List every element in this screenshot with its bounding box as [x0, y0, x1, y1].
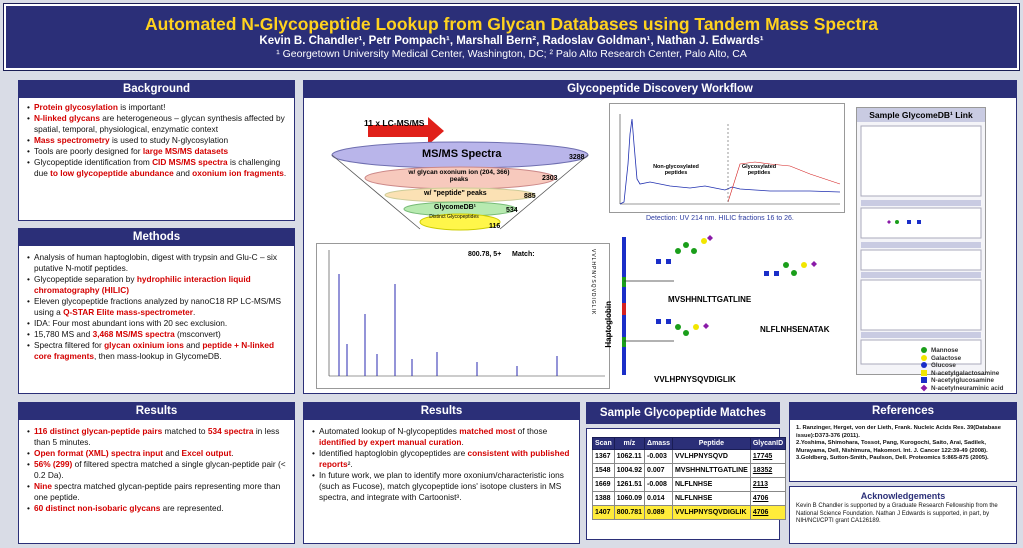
- funnel-label-2: w/ glycan oxonium ion (204, 366) peaks: [408, 169, 510, 183]
- background-text: and: [173, 168, 193, 178]
- matches-cell: 1367: [593, 450, 615, 464]
- glycan-legend: [921, 347, 1017, 393]
- references-panel: [789, 402, 1017, 482]
- matches-cell: 0.014: [645, 492, 673, 506]
- background-text: CID MS/MS spectra: [152, 157, 228, 167]
- spectrum-figure: [316, 243, 610, 389]
- chrom-label-right: Glycosylated peptides: [741, 164, 777, 176]
- results1-item: [27, 459, 288, 481]
- matches-cell: 1669: [593, 478, 615, 492]
- background-item: [27, 102, 288, 113]
- legend-entry: [921, 347, 958, 354]
- legend-diamond-icon: [921, 384, 928, 391]
- matches-cell[interactable]: 4706: [750, 506, 785, 520]
- methods-item: [27, 296, 288, 318]
- funnel-count-3: 885: [524, 193, 536, 200]
- results2-item: [312, 448, 573, 470]
- legend-circle-icon: [921, 362, 927, 368]
- poster-affiliations: ¹ Georgetown University Medical Center, Washington, DC; ² Palo Alto Research Center, Palo Alto, CA: [276, 48, 747, 60]
- table-row: [593, 478, 786, 492]
- results2-text: Automated lookup of N-glycopeptides: [319, 426, 460, 436]
- results1-text: 116 distinct glycan-peptide pairs: [34, 426, 163, 436]
- methods-title: Methods: [19, 229, 294, 246]
- matches-cell: 1062.11: [614, 450, 644, 464]
- peptide-label-3: VVLHPNYSQVDIGLIK: [654, 375, 736, 384]
- matches-cell: VVLHPNYSQVDIGLIK: [672, 506, 750, 520]
- funnel-count-1: 3288: [569, 154, 585, 161]
- matches-header-cell: Peptide: [672, 438, 750, 450]
- results2-text: Identified haptoglobin glycopeptides are: [319, 448, 468, 458]
- legend-entry: [921, 355, 961, 362]
- matches-cell: 0.089: [645, 506, 673, 520]
- results1-text: and: [163, 448, 182, 458]
- methods-text: (msconvert): [174, 329, 221, 339]
- results2-text: ².: [347, 459, 353, 469]
- results2-text: .: [461, 437, 464, 447]
- methods-text: Eleven glycopeptide fractions analyzed by nanoC18 RP LC-MS/MS using a: [34, 296, 282, 317]
- results1-item: [27, 503, 288, 514]
- legend-label: Mannose: [931, 347, 959, 354]
- ack-text: Kevin B Chandler is supported by a Graduate Research Fellowship from the National Science Foundation. Nathan J Edwards is supported, in part, by NIH/NCI/CPTI grant CA126189.: [796, 503, 998, 524]
- methods-text: .: [192, 307, 196, 317]
- funnel-count-4: 534: [506, 207, 518, 214]
- legend-circle-icon: [921, 347, 927, 353]
- matches-header-cell: Δmass: [645, 438, 673, 450]
- matches-cell: NLFLNHSE: [672, 478, 750, 492]
- legend-circle-icon: [921, 355, 927, 361]
- results-list-1: [19, 420, 294, 514]
- background-text: Protein glycosylation: [34, 102, 118, 112]
- legend-entry: [921, 385, 1003, 392]
- matches-cell: MVSHHNLTTGATLINE: [672, 464, 750, 478]
- background-text: is used to study N-glycosylation: [109, 135, 229, 145]
- results1-text: 56% (299): [34, 459, 73, 469]
- reference-item: 1. Ranzinger, Herget, von der Lieth, Frank. Nucleic Acids Res. 39(Database issue):D373-376 (2011).: [796, 425, 1001, 439]
- background-text: Tools are poorly designed for: [34, 146, 143, 156]
- matches-cell: 800.781: [614, 506, 644, 520]
- matches-cell[interactable]: 2113: [750, 478, 785, 492]
- glycomedb-screenshot: [857, 122, 985, 372]
- background-item: [27, 157, 288, 179]
- table-row: [593, 464, 786, 478]
- matches-header-cell: Scan: [593, 438, 615, 450]
- legend-entry: [921, 370, 999, 377]
- funnel-label-1: MS/MS Spectra: [422, 148, 502, 160]
- methods-panel: [18, 228, 295, 394]
- results1-item: [27, 448, 288, 459]
- background-list: [19, 98, 294, 179]
- background-panel: [18, 80, 295, 221]
- glycan-cluster-1: [656, 235, 713, 264]
- matches-cell: 1407: [593, 506, 615, 520]
- results2-item: [312, 426, 573, 448]
- matches-cell[interactable]: 18352: [750, 464, 785, 478]
- background-text: large MS/MS datasets: [142, 146, 229, 156]
- spectrum-sequence: VVLHPNYSQVDIGLIK: [590, 249, 596, 316]
- methods-text: glycan oxinium ions: [104, 340, 184, 350]
- results-title-1: Results: [19, 403, 294, 420]
- background-text: N-linked glycans: [34, 113, 100, 123]
- glycan-cluster-3: [764, 261, 817, 276]
- background-text: to low glycopeptide abundance: [50, 168, 174, 178]
- haptoglobin-label: Haptoglobin: [604, 301, 613, 348]
- chrom-label-left: Non-glycosylated peptides: [653, 164, 699, 176]
- legend-label: Glucose: [931, 362, 956, 369]
- matches-cell: -0.008: [645, 478, 673, 492]
- results1-item: [27, 426, 288, 448]
- background-item: [27, 146, 288, 157]
- legend-label: N-acetylneuraminic acid: [931, 384, 1004, 392]
- legend-square-icon: [921, 370, 927, 376]
- matches-panel: [586, 402, 784, 544]
- funnel-count-5: 116: [489, 223, 501, 230]
- background-text: Glycopeptide identification from: [34, 157, 153, 167]
- results1-text: are represented.: [160, 503, 224, 513]
- results2-text: identified by expert manual curation: [319, 437, 462, 447]
- results1-text: of filtered spectra matched a single glycan-peptide pair (< 0.2 Da).: [34, 459, 286, 480]
- results1-text: 534 spectra: [207, 426, 254, 436]
- background-item: [27, 113, 288, 135]
- funnel-label-5: Distinct Glycopeptides: [429, 214, 479, 220]
- matches-title: Sample Glycopeptide Matches: [586, 402, 780, 424]
- results1-text: .: [231, 448, 234, 458]
- methods-item: [27, 274, 288, 296]
- spectrum-match-label: Match:: [512, 251, 535, 258]
- background-text: oxonium ion fragments: [192, 168, 284, 178]
- results1-text: matched to: [162, 426, 208, 436]
- matches-cell: NLFLNHSE: [672, 492, 750, 506]
- methods-item: [27, 252, 288, 274]
- matches-cell: -0.003: [645, 450, 673, 464]
- legend-square-icon: [921, 377, 927, 383]
- lc-label: 11 x LC-MS/MS: [364, 118, 425, 128]
- background-text: Mass spectrometry: [34, 135, 110, 145]
- peptide-label-1: MVSHHNLTTGATLINE: [668, 295, 752, 304]
- methods-text: Spectra filtered for: [34, 340, 105, 350]
- results2-text: matched most: [459, 426, 516, 436]
- acknowledgements-panel: [789, 486, 1017, 544]
- results2-item: [312, 470, 573, 503]
- results2-text: consistent with published reports: [319, 448, 570, 469]
- matches-header-cell: m/z: [614, 438, 644, 450]
- matches-cell: 1060.09: [614, 492, 644, 506]
- results-list-2: [304, 420, 579, 503]
- poster-title: Automated N-Glycopeptide Lookup from Glycan Databases using Tandem Mass Spectra: [145, 14, 878, 34]
- reference-item: 2.Yoshima, Shimohara, Tossot, Pang, Kurogochi, Saito, Arai, Sadilek, Murayama, Dell, Nishimura, Hakomori. Int. J. Cancer 122:39-49 (2008).: [796, 440, 988, 454]
- results-panel-1: [18, 402, 295, 544]
- methods-text: Q-STAR Elite mass-spectrometer: [63, 307, 193, 317]
- matches-cell: 1261.51: [614, 478, 644, 492]
- methods-item: [27, 340, 288, 362]
- legend-label: Galactose: [931, 354, 962, 362]
- table-row: [593, 450, 786, 464]
- background-text: is important!: [117, 102, 166, 112]
- methods-text: 15,780 MS and: [34, 329, 93, 339]
- matches-cell: 1548: [593, 464, 615, 478]
- results1-item: [27, 481, 288, 503]
- funnel-label-4: GlycomeDB¹: [434, 204, 477, 211]
- methods-text: Analysis of human haptoglobin, digest with trypsin and Glu-C – six putative N-motif peptides.: [34, 252, 278, 273]
- methods-item: [27, 329, 288, 340]
- legend-label: N-acetylgalactosamine: [931, 369, 1000, 377]
- reference-item: 3.Goldberg, Sutton-Smith, Paulson, Dell. Proteomics 5:865-875 (2005).: [796, 455, 989, 461]
- background-text: is challenging due: [34, 157, 281, 178]
- methods-list: [19, 246, 294, 362]
- spectrum-plot: [317, 244, 609, 388]
- methods-text: peptide + N-linked core fragments: [34, 340, 275, 361]
- results-panel-2: [303, 402, 580, 544]
- matches-cell: 1388: [593, 492, 615, 506]
- results1-text: Nine: [34, 481, 52, 491]
- matches-table: [592, 437, 786, 520]
- matches-cell: 1004.92: [614, 464, 644, 478]
- legend-entry: [921, 377, 994, 384]
- workflow-panel: [303, 80, 1017, 394]
- background-title: Background: [19, 81, 294, 98]
- haptoglobin-diagram: [614, 231, 844, 381]
- methods-text: Glycopeptide separation by: [34, 274, 137, 284]
- table-row: [593, 506, 786, 520]
- methods-item: [27, 318, 288, 329]
- chromatogram-figure: [609, 103, 845, 213]
- matches-cell: VVLHPNYSQVD: [672, 450, 750, 464]
- results1-text: 60 distinct non-isobaric glycans: [34, 503, 161, 513]
- methods-text: IDA: Four most abundant ions with 20 sec exclusion.: [34, 318, 228, 328]
- legend-label: N-acetylglucosamine: [931, 377, 994, 384]
- methods-text: hydrophilic interaction liquid chromatography (HILIC): [34, 274, 251, 295]
- funnel-count-2: 2303: [542, 175, 558, 182]
- peptide-label-2: NLFLNHSENATAK: [760, 325, 830, 334]
- legend-entry: [921, 362, 956, 369]
- methods-text: and: [183, 340, 203, 350]
- matches-cell: 0.007: [645, 464, 673, 478]
- results2-text: In future work, we plan to identify more oxonium/characteristic ions (such as Fucose), match glycopeptide ions' isotope clusters in MS spectra, and integrate with Cartoonist³.: [319, 470, 564, 502]
- funnel-label-3: w/ "peptide" peaks: [424, 190, 487, 197]
- references-title: References: [790, 403, 1016, 420]
- matches-header-cell: GlycanID: [750, 438, 785, 450]
- matches-cell[interactable]: 17745: [750, 450, 785, 464]
- results1-text: Excel output: [181, 448, 232, 458]
- poster-authors: Kevin B. Chandler¹, Petr Pompach¹, Marshall Bern², Radoslav Goldman¹, Nathan J. Edwards¹: [259, 35, 764, 47]
- references-list: [790, 420, 1016, 468]
- results-title-2: Results: [304, 403, 579, 420]
- chromatogram-plot: [610, 104, 844, 212]
- results1-text: spectra matched glycan-peptide pairs representing more than one peptide.: [34, 481, 281, 502]
- background-text: are heterogeneous – glycan synthesis affected by spatial, temporal, physiological, enzymatic context: [34, 113, 285, 134]
- glycan-cluster-2: [656, 319, 709, 336]
- poster-header: [4, 4, 1019, 70]
- matches-cell[interactable]: 4706: [750, 492, 785, 506]
- results2-text: of those: [515, 426, 548, 436]
- results1-text: Open format (XML) spectra input: [34, 448, 164, 458]
- glycomedb-link-figure: [856, 107, 986, 375]
- methods-text: 3,468 MS/MS spectra: [92, 329, 175, 339]
- ack-title: Acknowledgements: [860, 491, 946, 501]
- chrom-caption: Detection: UV 214 nm. HILIC fractions 16 to 26.: [646, 215, 794, 222]
- table-row: [593, 492, 786, 506]
- methods-text: , then mass-lookup in GlycomeDB.: [93, 351, 222, 361]
- background-item: [27, 135, 288, 146]
- spectrum-mz-label: 800.78, 5+: [468, 251, 502, 258]
- background-text: .: [283, 168, 287, 178]
- glycomedb-link-title: Sample GlycomeDB¹ Link: [857, 108, 985, 122]
- workflow-title: Glycopeptide Discovery Workflow: [304, 81, 1016, 98]
- results1-text: in less than 5 minutes.: [34, 426, 280, 447]
